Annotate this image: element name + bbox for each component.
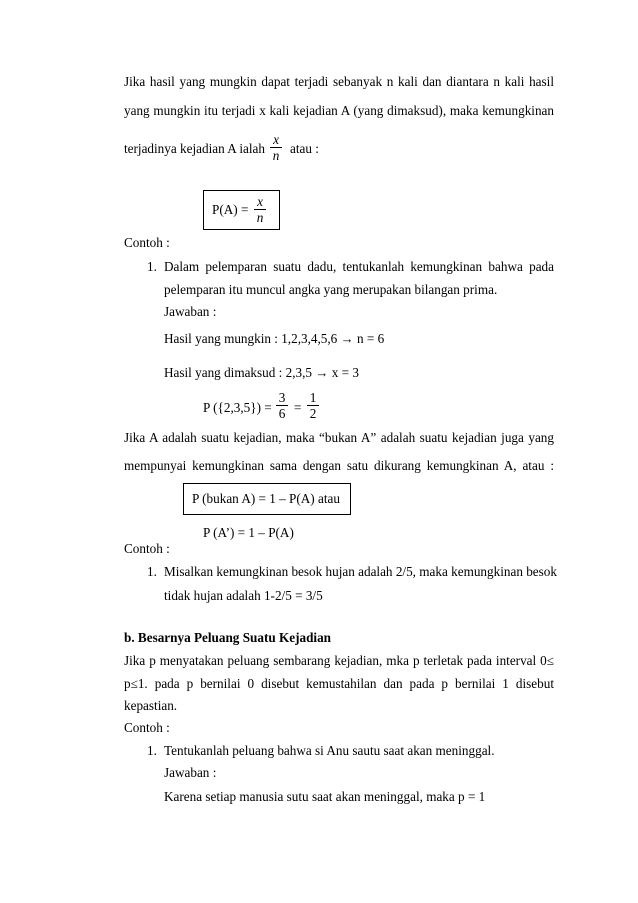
example-3-line-2: Karena setiap manusia sutu saat akan meninggal, maka p = 1 <box>164 789 486 804</box>
equation-equals: = <box>294 400 302 415</box>
paragraph-1-line-1: Jika hasil yang mungkin dapat terjadi sebanyak n kali dan diantara n kali hasil <box>124 74 554 89</box>
example-2-number: 1. <box>147 564 157 579</box>
example-3-label: Contoh : <box>124 720 170 735</box>
fraction-denominator: n <box>256 210 264 225</box>
example-2-line-2: tidak hujan adalah 1-2/5 = 3/5 <box>164 588 323 603</box>
example-1-label: Contoh : <box>124 235 170 250</box>
example-1-equation-lhs: P ({2,3,5}) = <box>203 400 272 415</box>
fraction-denominator: 2 <box>309 406 317 421</box>
fraction-denominator: n <box>272 148 280 163</box>
section-b-line-2: p≤1. pada p bernilai 0 disebut kemustahilan dan pada p bernilai 1 disebut <box>124 676 554 691</box>
paragraph-2-line-2: mempunyai kemungkinan sama dengan satu dikurang kemungkinan A, atau : <box>124 458 554 473</box>
example-1-line-1: Dalam pelemparan suatu dadu, tentukanlah kemungkinan bahwa pada <box>164 259 554 274</box>
paragraph-1-line-2: yang mungkin itu terjadi x kali kejadian A (yang dimaksud), maka kemungkinan <box>124 103 554 118</box>
example-1-possible-results: Hasil yang mungkin : 1,2,3,4,5,6 → n = 6 <box>164 331 385 346</box>
section-b-line-3: kepastian. <box>124 698 178 713</box>
example-3-number: 1. <box>147 743 157 758</box>
complement-formula-line-2: P (A’) = 1 – P(A) <box>203 525 294 540</box>
probability-formula-box <box>203 190 280 230</box>
fraction-numerator: 3 <box>278 390 286 405</box>
formula-lhs: P(A) = <box>212 202 249 217</box>
example-1-intended-results: Hasil yang dimaksud : 2,3,5 → x = 3 <box>164 365 359 380</box>
paragraph-1-line-3: terjadinya kejadian A ialah <box>124 141 265 156</box>
example-1-answer-label: Jawaban : <box>164 304 217 319</box>
inline-fraction-x-over-n <box>270 133 282 162</box>
equation-fraction-3-6 <box>276 391 288 420</box>
example-3-answer-label: Jawaban : <box>164 765 217 780</box>
example-1-line-2: pelemparan itu muncul angka yang merupakan bilangan prima. <box>164 282 498 297</box>
section-b-heading: b. Besarnya Peluang Suatu Kejadian <box>124 630 332 645</box>
section-b-line-1: Jika p menyatakan peluang sembarang kejadian, mka p terletak pada interval 0≤ <box>124 653 554 668</box>
fraction-numerator: x <box>273 132 279 147</box>
example-2-line-1: Misalkan kemungkinan besok hujan adalah 2/5, maka kemungkinan besok <box>164 564 557 579</box>
equation-fraction-1-2 <box>307 391 319 420</box>
fraction-numerator: 1 <box>309 390 317 405</box>
example-1-number: 1. <box>147 259 157 274</box>
paragraph-2-line-1: Jika A adalah suatu kejadian, maka “bukan A” adalah suatu kejadian juga yang <box>124 430 554 445</box>
formula-fraction <box>254 195 266 224</box>
fraction-denominator: 6 <box>278 406 286 421</box>
example-2-label: Contoh : <box>124 541 170 556</box>
paragraph-1-line-3-end: atau : <box>290 141 319 156</box>
fraction-numerator: x <box>257 194 263 209</box>
complement-formula-box <box>183 483 351 515</box>
complement-formula-line-1: P (bukan A) = 1 – P(A) atau <box>192 491 340 506</box>
example-3-line-1: Tentukanlah peluang bahwa si Anu sautu saat akan meninggal. <box>164 743 495 758</box>
